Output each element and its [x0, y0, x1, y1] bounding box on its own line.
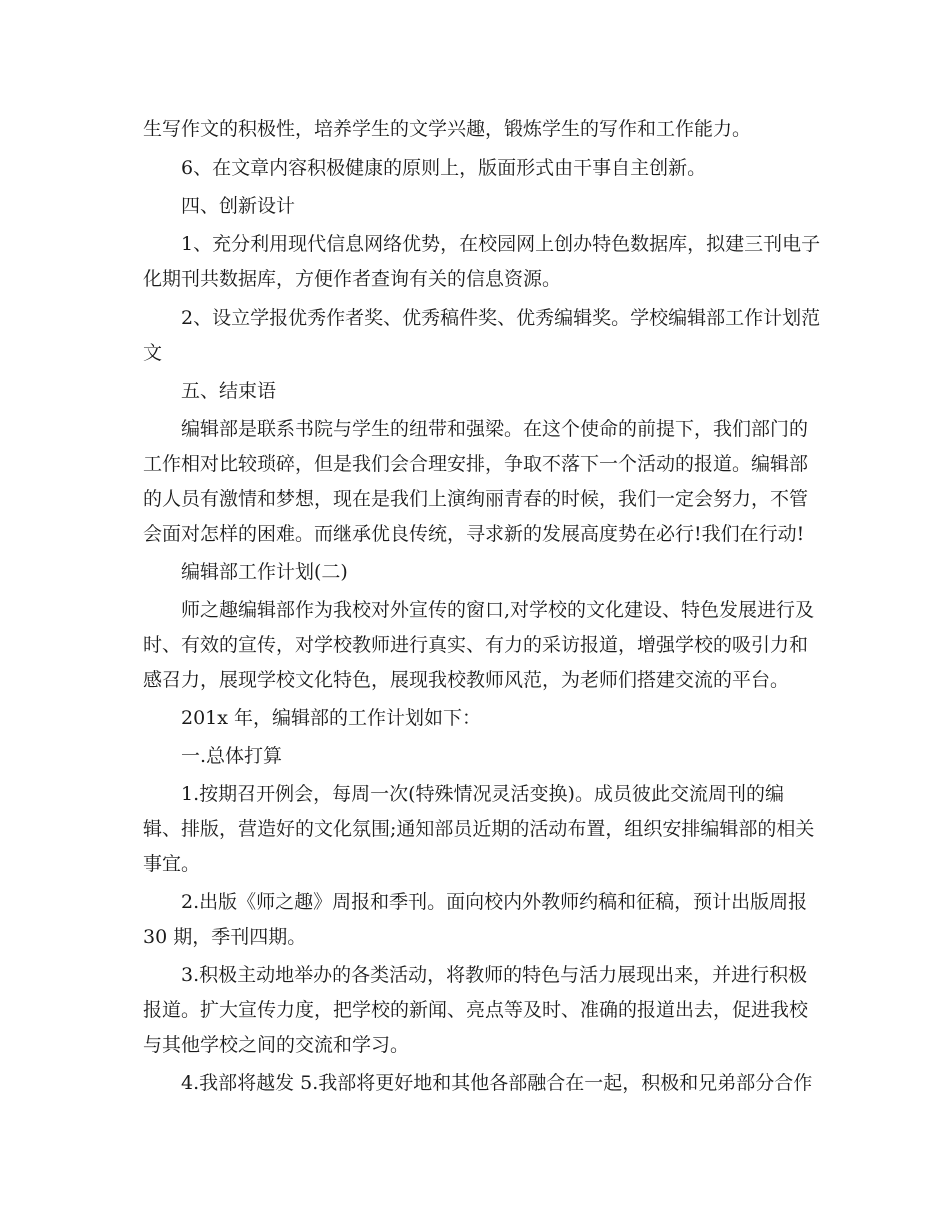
text-line: 2.出版《师之趣》周报和季刊。面向校内外教师约稿和征稿，预计出版周报 — [181, 891, 808, 913]
text-line: 感召力，展现学校文化特色，展现我校教师风范，为老师们搭建交流的平台。 — [143, 669, 790, 691]
text-line: 报道。扩大宣传力度，把学校的新闻、亮点等及时、准确的报道出去，促进我校 — [143, 999, 809, 1021]
text-line: 文 — [143, 342, 163, 364]
section-heading: 一.总体打算 — [181, 745, 283, 767]
text-line: 师之趣编辑部作为我校对外宣传的窗口,对学校的文化建设、特色发展进行及 — [181, 599, 815, 621]
text-line: 的人员有激情和梦想，现在是我们上演绚丽青春的时候，我们一定会努力，不管 — [143, 488, 809, 510]
text-line: 201x 年，编辑部的工作计划如下： — [181, 707, 482, 729]
text-line: 1.按期召开例会，每周一次(特殊情况灵活变换)。成员彼此交流周刊的编 — [181, 783, 784, 805]
text-line: 时、有效的宣传，对学校教师进行真实、有力的采访报道，增强学校的吸引力和 — [143, 634, 809, 656]
text-line: 3.积极主动地举办的各类活动，将教师的特色与活力展现出来，并进行积极 — [181, 964, 808, 986]
text-line: 4.我部将越发 5.我部将更好地和其他各部融合在一起，积极和兄弟部分合作 — [181, 1072, 813, 1094]
text-line: 编辑部是联系书院与学生的纽带和强梁。在这个使命的前提下，我们部门的 — [181, 418, 809, 440]
text-line: 2、设立学报优秀作者奖、优秀稿件奖、优秀编辑奖。学校编辑部工作计划范 — [181, 307, 821, 329]
text-line: 6、在文章内容积极健康的原则上，版面形式由干事自主创新。 — [181, 157, 707, 179]
text-line: 与其他学校之间的交流和学习。 — [143, 1034, 410, 1056]
text-line: 辑、排版，营造好的文化氛围;通知部员近期的活动布置，组织安排编辑部的相关 — [143, 818, 815, 840]
section-heading: 四、创新设计 — [181, 195, 296, 217]
text-line: 生写作文的积极性，培养学生的文学兴趣，锻炼学生的写作和工作能力。 — [143, 118, 752, 140]
text-line: 工作相对比较琐碎，但是我们会合理安排，争取不落下一个活动的报道。编辑部 — [143, 453, 809, 475]
section-heading: 编辑部工作计划(二) — [181, 561, 348, 583]
text-line: 30 期，季刊四期。 — [143, 926, 307, 948]
text-line: 1、充分利用现代信息网络优势，在校园网上创办特色数据库，拟建三刊电子 — [181, 233, 821, 255]
text-line: 化期刊共数据库，方便作者查询有关的信息资源。 — [143, 268, 562, 290]
text-line: 事宜。 — [143, 853, 201, 875]
text-line: 会面对怎样的困难。而继承优良传统，寻求新的发展高度势在必行!我们在行动! — [143, 523, 805, 545]
section-heading: 五、结束语 — [181, 380, 277, 402]
